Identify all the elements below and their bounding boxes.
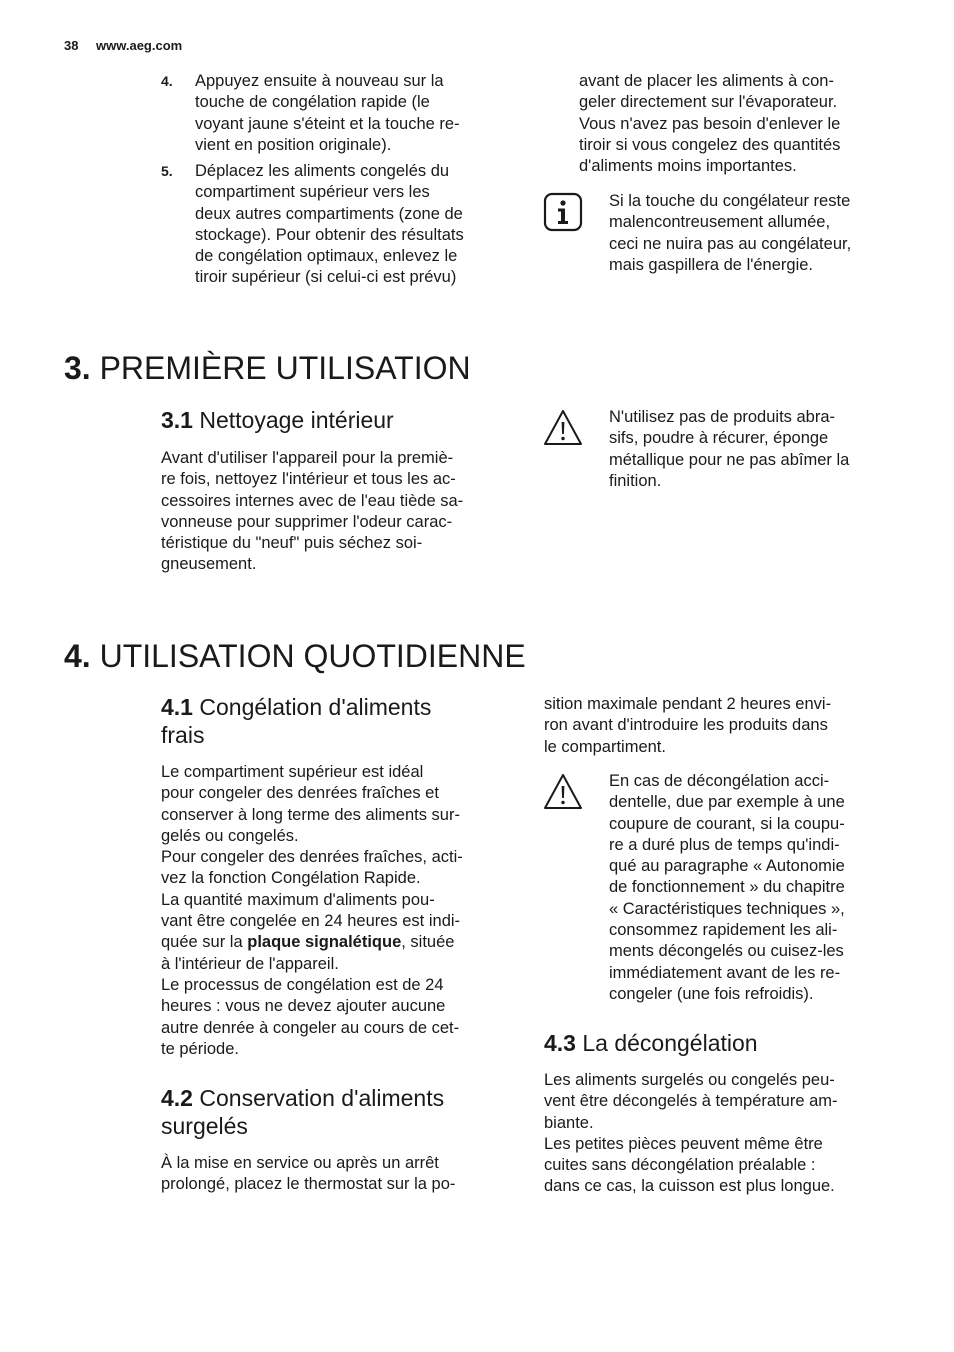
text-line: N'utilisez pas de produits abra- xyxy=(609,408,836,426)
subsection-number: 3.1 xyxy=(161,407,193,433)
text-line: dentelle, due par exemple à une xyxy=(609,793,845,812)
text-line: prolongé, placez le thermostat sur la po- xyxy=(161,1175,456,1194)
text-line: cuites sans décongélation préalable : xyxy=(544,1156,816,1175)
section-number: 3. xyxy=(64,350,91,386)
text-line: heures : vous ne devez ajouter aucune xyxy=(161,997,446,1016)
text-line: re a duré plus de temps qu'indi- xyxy=(609,835,840,854)
text-line: stockage). Pour obtenir des résultats xyxy=(195,225,464,244)
continuation-text xyxy=(579,71,840,177)
text-line: vonneuse pour supprimer l'odeur carac- xyxy=(161,512,453,531)
text-line: Appuyez ensuite à nouveau sur la xyxy=(195,72,444,90)
rating-plate-term: plaque signalétique xyxy=(247,933,402,952)
text-line: mais gaspillera de l'énergie. xyxy=(609,255,814,274)
text-line: Déplacez les aliments congelés du xyxy=(195,162,450,180)
text-line: À la mise en service ou après un arrêt xyxy=(161,1154,439,1172)
text-line: deux autres compartiments (zone de xyxy=(195,204,463,223)
text-line: cessoires internes avec de l'eau tiède sa- xyxy=(161,491,464,510)
text-line: dans ce cas, la cuisson est plus longue. xyxy=(544,1177,835,1196)
info-icon xyxy=(543,192,583,232)
storage-text xyxy=(161,1153,455,1196)
subsection-number: 4.2 xyxy=(161,1085,193,1111)
cleaning-text xyxy=(161,448,463,576)
text-line: vent être décongelés à température am- xyxy=(544,1092,838,1111)
section-3-heading xyxy=(64,349,471,387)
subsection-3-1-heading xyxy=(161,406,394,434)
rating-plate-after: , située xyxy=(401,933,455,952)
warning-icon xyxy=(543,408,583,448)
step-text xyxy=(195,161,464,289)
subsection-title: La décongélation xyxy=(582,1030,758,1056)
text-line: re fois, nettoyez l'intérieur et tous les ac- xyxy=(161,470,456,489)
text-line: sition maximale pendant 2 heures envi- xyxy=(544,695,832,713)
section-number: 4. xyxy=(64,638,91,674)
subsection-number: 4.3 xyxy=(544,1030,576,1056)
text-line: vient en position originale). xyxy=(195,135,392,154)
text-line: métallique pour ne pas abîmer la xyxy=(609,450,850,469)
subsection-4-2-heading xyxy=(161,1084,444,1140)
site-url: www.aeg.com xyxy=(96,38,183,53)
text-line: touche de congélation rapide (le xyxy=(195,93,430,112)
continuation-text xyxy=(544,694,831,758)
step-text xyxy=(195,71,460,156)
text-line: Si la touche du congélateur reste xyxy=(609,192,851,210)
freezing-text-b xyxy=(161,954,463,1060)
text-line: ceci ne nuira pas au congélateur, xyxy=(609,234,852,253)
freezing-text-a xyxy=(161,762,463,932)
text-line: consommez rapidement les ali- xyxy=(609,921,838,940)
warning-icon xyxy=(543,772,583,812)
text-line: « Caractéristiques techniques », xyxy=(609,899,845,918)
text-line: voyant jaune s'éteint et la touche re- xyxy=(195,114,460,133)
text-line: Les aliments surgelés ou congelés peu- xyxy=(544,1071,835,1089)
rating-plate-before: quée sur la xyxy=(161,933,248,952)
text-line: immédiatement avant de les re- xyxy=(609,963,841,982)
text-line: Vous n'avez pas besoin d'enlever le xyxy=(579,114,841,133)
info-note-text xyxy=(609,191,851,276)
text-line: le compartiment. xyxy=(544,737,666,756)
text-line: ron avant d'introduire les produits dans xyxy=(544,716,828,735)
text-line: La quantité maximum d'aliments pou- xyxy=(161,890,435,909)
subsection-4-1-heading xyxy=(161,693,431,749)
section-4-heading xyxy=(64,637,526,675)
freezing-text xyxy=(161,762,463,1060)
text-line: vez la fonction Congélation Rapide. xyxy=(161,869,421,888)
text-line: congeler (une fois refroidis). xyxy=(609,984,814,1003)
text-line: geler directement sur l'évaporateur. xyxy=(579,93,838,112)
text-line: qué au paragraphe « Autonomie xyxy=(609,857,845,876)
warning-text xyxy=(609,407,849,492)
text-line: gelés ou congelés. xyxy=(161,826,299,845)
defrost-text xyxy=(544,1070,838,1198)
text-line: tiroir si vous congelez des quantités xyxy=(579,135,841,154)
text-line: avant de placer les aliments à con- xyxy=(579,72,834,90)
text-line: malencontreusement allumée, xyxy=(609,213,831,232)
text-line: téristique du "neuf" puis séchez soi- xyxy=(161,534,423,553)
subsection-title: Nettoyage intérieur xyxy=(199,407,394,433)
text-line: ments décongelés ou cuisez-les xyxy=(609,942,844,961)
text-line: te période. xyxy=(161,1039,239,1058)
text-line: Le compartiment supérieur est idéal xyxy=(161,763,424,781)
subsection-title: surgelés xyxy=(161,1113,248,1139)
text-line: Pour congeler des denrées fraîches, acti- xyxy=(161,848,463,867)
text-line: sifs, poudre à récurer, éponge xyxy=(609,429,829,448)
text-line: à l'intérieur de l'appareil. xyxy=(161,954,339,973)
subsection-4-3-heading xyxy=(544,1029,758,1057)
text-line: biante. xyxy=(544,1113,594,1132)
warning-text xyxy=(609,771,845,1005)
text-line: gneusement. xyxy=(161,555,257,574)
section-title: PREMIÈRE UTILISATION xyxy=(99,350,471,386)
text-line: vant être congelée en 24 heures est indi- xyxy=(161,912,461,931)
subsection-title: Congélation d'aliments xyxy=(199,694,432,720)
page-number: 38 xyxy=(64,38,79,53)
section-title: UTILISATION QUOTIDIENNE xyxy=(99,638,526,674)
text-line: pour congeler des denrées fraîches et xyxy=(161,784,439,803)
text-line: de congélation optimaux, enlevez le xyxy=(195,247,458,266)
text-line: En cas de décongélation acci- xyxy=(609,772,830,790)
text-line: finition. xyxy=(609,471,662,490)
text-line: compartiment supérieur vers les xyxy=(195,183,430,202)
text-line: tiroir supérieur (si celui-ci est prévu) xyxy=(195,268,457,287)
rating-plate-line xyxy=(161,932,463,953)
step-number: 5. xyxy=(161,163,173,179)
text-line: d'aliments moins importantes. xyxy=(579,157,797,176)
step-number: 4. xyxy=(161,73,173,89)
text-line: conserver à long terme des aliments sur- xyxy=(161,805,460,824)
subsection-number: 4.1 xyxy=(161,694,193,720)
text-line: Le processus de congélation est de 24 xyxy=(161,975,444,994)
text-line: Les petites pièces peuvent même être xyxy=(544,1134,823,1153)
subsection-title: frais xyxy=(161,722,205,748)
subsection-title: Conservation d'aliments xyxy=(199,1085,445,1111)
text-line: Avant d'utiliser l'appareil pour la premiè- xyxy=(161,449,454,467)
text-line: autre denrée à congeler au cours de cet- xyxy=(161,1018,460,1037)
text-line: de fonctionnement » du chapitre xyxy=(609,878,845,897)
text-line: coupure de courant, si la coupu- xyxy=(609,814,845,833)
